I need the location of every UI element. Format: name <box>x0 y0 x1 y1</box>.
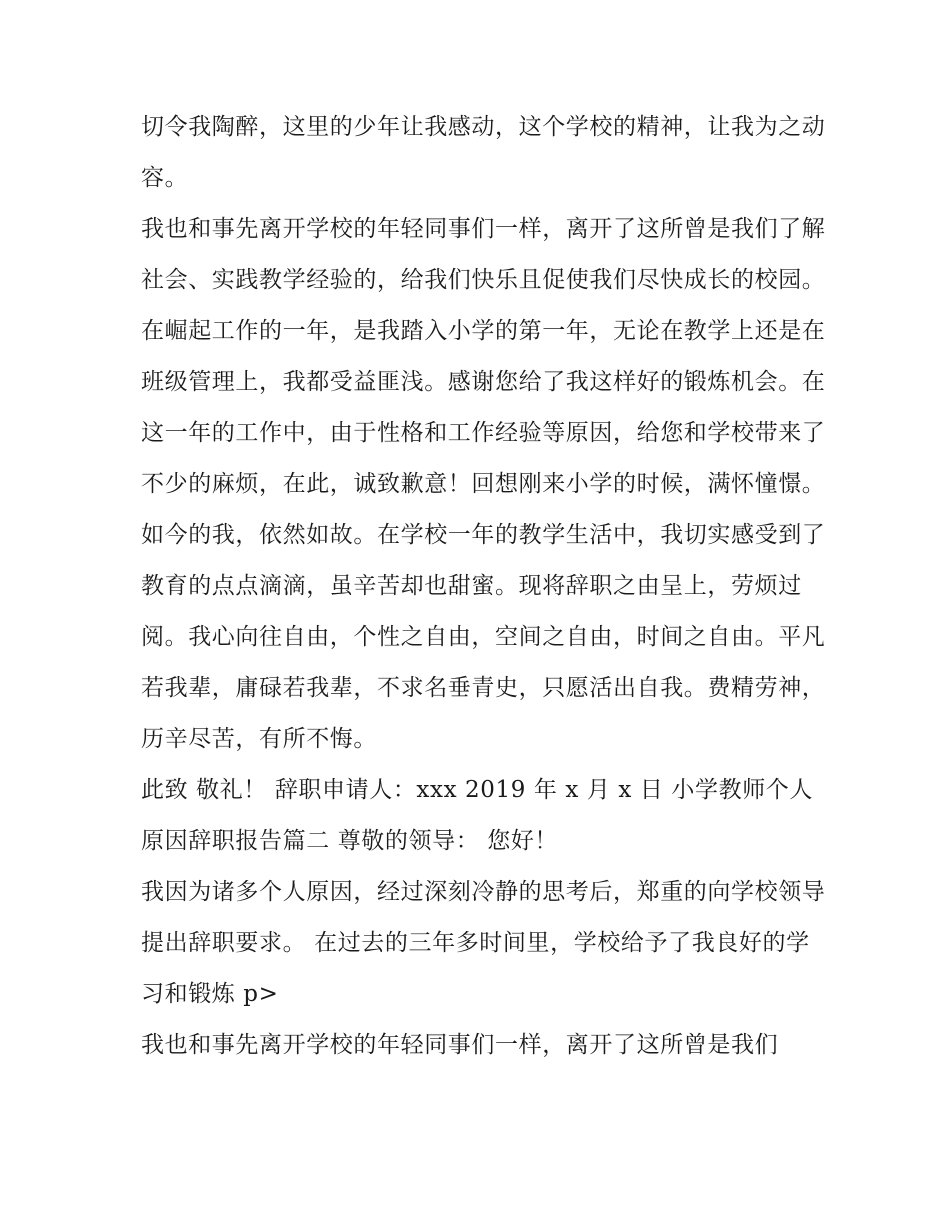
paragraph-4: 此致 敬礼！ 辞职申请人：xxx 2019 年 x 月 x 日 小学教师个人原因辞职报告篇二 尊敬的领导： 您好！ <box>141 777 813 854</box>
document-body <box>141 102 831 1071</box>
paragraph-2: 我也和事先离开学校的年轻同事们一样，离开了这所曾是我们了解社会、实践教学经验的，给我们快乐且促使我们尽快成长的校园。 <box>141 216 826 293</box>
paragraph-5: 我因为诸多个人原因，经过深刻冷静的思考后，郑重的向学校领导提出辞职要求。 在过去的三年多时间里，学校给予了我良好的学习和锻炼 p> <box>141 879 826 1007</box>
paragraph-3: 在崛起工作的一年，是我踏入小学的第一年，无论在教学上还是在班级管理上，我都受益匪浅。感谢您给了我这样好的锻炼机会。在这一年的工作中，由于性格和工作经验等原因，给您和学校带来了不少的麻烦，在此，诚致歉意！回想刚来小学的时候，满怀憧憬。如今的我，依然如故。在学校一年的教学生活中，我切实感受到了教育的点点滴滴，虽辛苦却也甜蜜。现将辞职之由呈上，劳烦过阅。我心向往自由，个性之自由，空间之自由，时间之自由。平凡若我辈，庸碌若我辈，不求名垂青史，只愿活出自我。费精劳神，历辛尽苦，有所不悔。 <box>141 318 826 752</box>
paragraph-1: 切令我陶醉，这里的少年让我感动，这个学校的精神，让我为之动容。 <box>141 114 826 191</box>
paragraph-6: 我也和事先离开学校的年轻同事们一样，离开了这所曾是我们 <box>141 1032 779 1058</box>
